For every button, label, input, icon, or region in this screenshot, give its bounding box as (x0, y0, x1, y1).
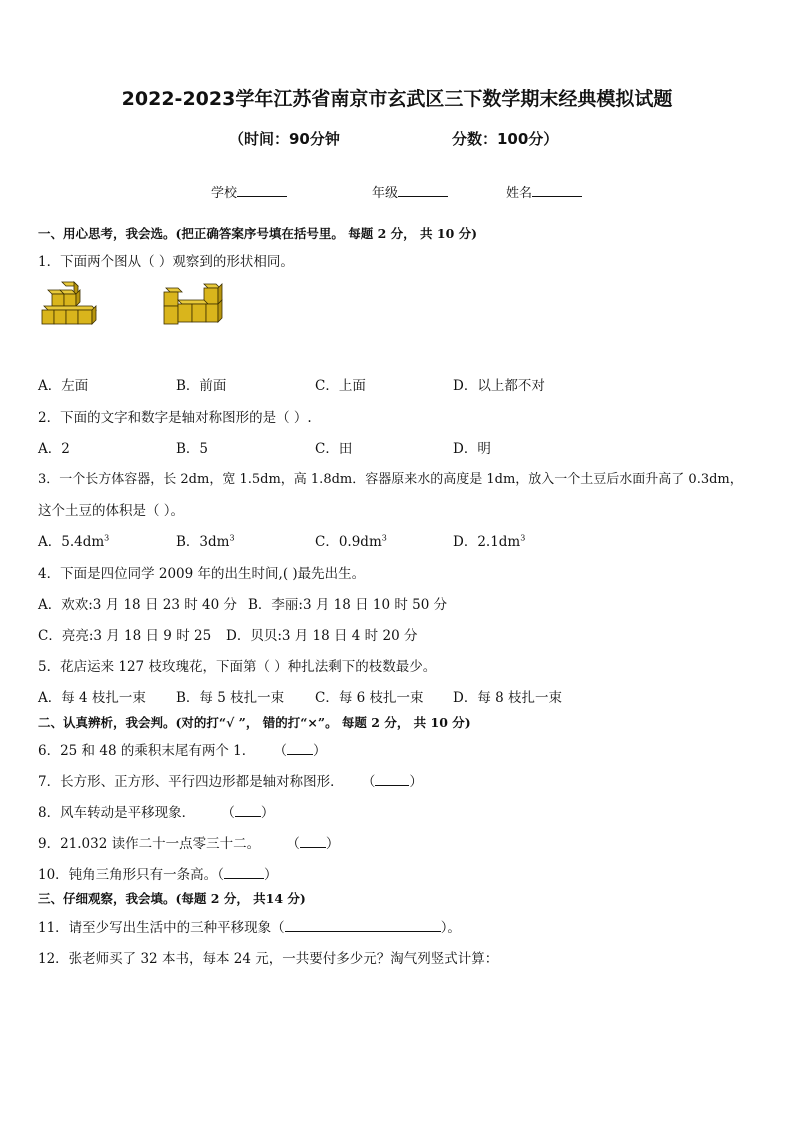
q9-line (38, 832, 339, 852)
q10-line (38, 863, 277, 883)
name-blank[interactable] (532, 182, 582, 197)
q2-option-a[interactable]: A．2 (38, 441, 70, 457)
q3-option-c-text: C．0.9dm (315, 534, 382, 550)
q7-answer-blank[interactable] (375, 771, 409, 786)
q8-answer-blank[interactable] (235, 802, 261, 817)
q1-option-a[interactable]: A．左面 (38, 378, 89, 394)
q10-answer-blank[interactable] (224, 864, 264, 879)
q1-option-d[interactable]: D．以上都不对 (453, 378, 545, 394)
q5-option-d[interactable]: D．每 8 枝扎一束 (453, 690, 562, 706)
q5-option-c[interactable]: C．每 6 枝扎一束 (315, 690, 424, 706)
school-label: 学校 (211, 186, 238, 201)
q9-stem: 9．21.032 读作二十一点零三十二。 (38, 836, 261, 852)
q6-paren-r: ） (313, 743, 327, 759)
q4-stem: 4．下面是四位同学 2009 年的出生时间,( )最先出生。 (38, 566, 366, 582)
q12-stem: 12．张老师买了 32 本书，每本 24 元，一共要付多少元？淘气列竖式计算： (38, 951, 499, 967)
section-1-heading: 一、用心思考，我会选。(把正确答案序号填在括号里。 每题 2 分， 共 10 分) (38, 226, 478, 241)
grade-label: 年级 (372, 186, 399, 201)
q1-option-b[interactable]: B．前面 (176, 378, 227, 394)
school-blank[interactable] (237, 182, 287, 197)
q9-answer-blank[interactable] (300, 833, 326, 848)
section-3-heading: 三、仔细观察，我会填。(每题 2 分， 共14 分) (38, 891, 306, 906)
q3-option-b-text: B．3dm (176, 534, 230, 550)
name-field[interactable] (506, 182, 582, 201)
q4-option-b[interactable]: B．李丽:3 月 18 日 10 时 50 分 (248, 597, 448, 613)
q7-line (38, 770, 423, 790)
q5-option-a[interactable]: A．每 4 枝扎一束 (38, 690, 146, 706)
q1-stem: 1．下面两个图从（ ）观察到的形状相同。 (38, 254, 294, 270)
section-2-heading: 二、认真辨析，我会判。(对的打“√ ”， 错的打“×”。 每题 2 分， 共 10 分) (38, 715, 471, 730)
q11-answer-blank[interactable] (285, 917, 441, 932)
q8-stem: 8．风车转动是平移现象． (38, 805, 196, 821)
q1-option-c[interactable]: C．上面 (315, 378, 366, 394)
q4-option-d[interactable]: D．贝贝:3 月 18 日 4 时 20 分 (226, 628, 418, 644)
q8-paren-r: ） (260, 805, 275, 821)
q10-paren-l: （ (217, 867, 224, 883)
exam-score: 分数：100分） (452, 130, 559, 148)
q5-stem: 5．花店运来 127 枝玫瑰花，下面第（ ）种扎法剩下的枝数最少。 (38, 659, 437, 675)
school-field[interactable] (211, 182, 287, 201)
q7-paren-r: ） (409, 774, 423, 790)
q2-option-b[interactable]: B．5 (176, 441, 209, 457)
cube-figure-1 (40, 280, 102, 330)
q6-line (38, 739, 327, 759)
q3-option-b-sup: 3 (229, 533, 235, 543)
q6-answer-blank[interactable] (287, 740, 313, 755)
q3-option-c[interactable] (315, 530, 387, 550)
q4-option-a[interactable]: A．欢欢:3 月 18 日 23 时 40 分 (38, 597, 237, 613)
q8-line (38, 801, 274, 821)
q10-stem: 10．钝角三角形只有一条高。 (38, 867, 218, 883)
q9-paren-l: （ (286, 836, 300, 852)
q2-stem: 2．下面的文字和数字是轴对称图形的是（ ）. (38, 410, 312, 426)
q2-option-c[interactable]: C．田 (315, 441, 353, 457)
q3-option-d-sup: 3 (520, 533, 526, 543)
q3-option-d-text: D．2.1dm (453, 534, 521, 550)
q11-line (38, 916, 461, 936)
q3-option-a[interactable] (38, 530, 109, 550)
q3-stem-line1: 3．一个长方体容器，长 2dm，宽 1.5dm，高 1.8dm．容器原来水的高度是 1dm，放入一个土豆后水面升高了 0.3dm， (38, 472, 743, 487)
q7-stem: 7．长方形、正方形、平行四边形都是轴对称图形． (38, 774, 344, 790)
q5-option-b[interactable]: B．每 5 枝扎一束 (176, 690, 285, 706)
q11-tail: ）。 (440, 920, 461, 936)
q3-option-b[interactable] (176, 530, 235, 550)
name-label: 姓名 (506, 186, 533, 201)
q3-option-a-sup: 3 (104, 533, 110, 543)
q3-stem-line2: 这个土豆的体积是（ ）。 (38, 503, 185, 519)
exam-time: （时间：90分钟 (229, 130, 340, 148)
q6-paren-l: （ (273, 743, 287, 759)
q3-option-c-sup: 3 (381, 533, 387, 543)
cube-figure-2 (160, 280, 226, 330)
q9-paren-r: ） (325, 836, 340, 852)
q4-option-c[interactable]: C．亮亮:3 月 18 日 9 时 25 (38, 628, 212, 644)
page-title: 2022-2023学年江苏省南京市玄武区三下数学期末经典模拟试题 (121, 88, 673, 110)
q11-stem: 11．请至少写出生活中的三种平移现象（ (38, 920, 285, 936)
q10-paren-r: ） (263, 867, 278, 883)
q3-option-d[interactable] (453, 530, 525, 550)
grade-blank[interactable] (398, 182, 448, 197)
q2-option-d[interactable]: D．明 (453, 441, 491, 457)
q6-stem: 6．25 和 48 的乘积末尾有两个 1． (38, 743, 256, 759)
q7-paren-l: （ (361, 774, 376, 790)
q8-paren-l: （ (221, 805, 235, 821)
grade-field[interactable] (372, 182, 448, 201)
q3-option-a-text: A．5.4dm (38, 534, 105, 550)
